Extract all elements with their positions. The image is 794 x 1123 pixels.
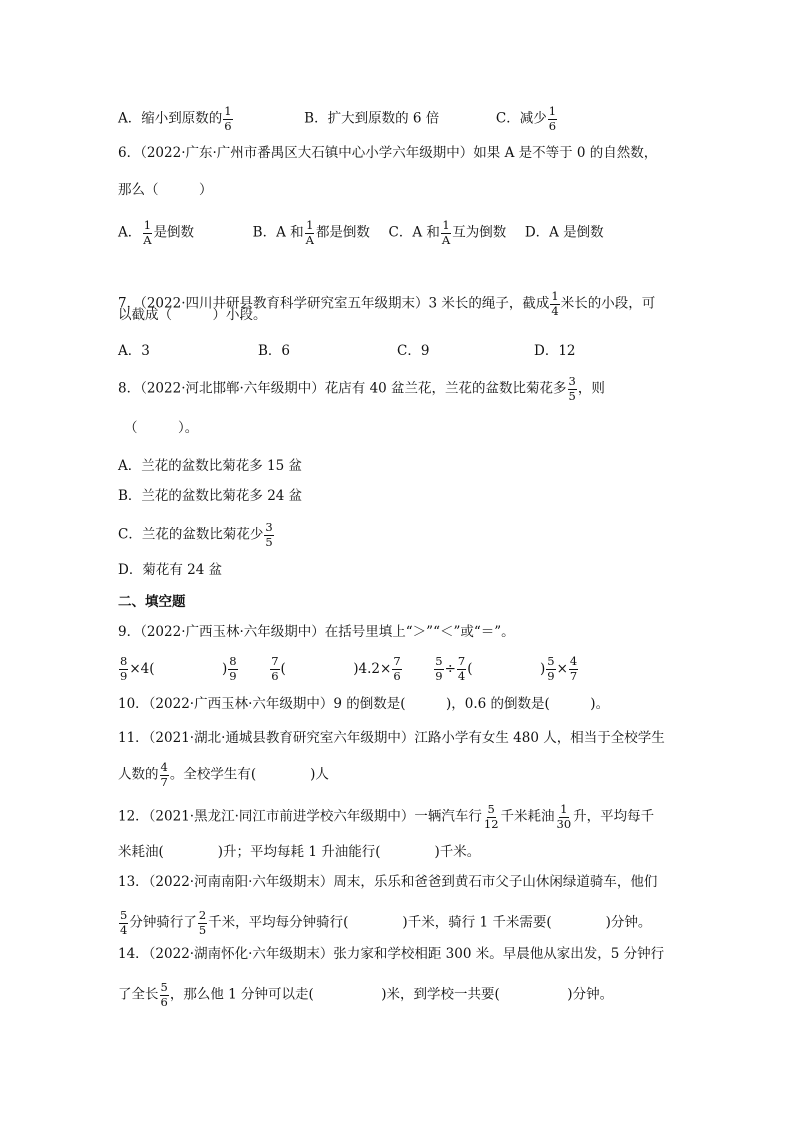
q7-option-a: A．3 — [118, 343, 150, 359]
q7-stem-cont: 以截成（ ）小段。 — [118, 307, 267, 323]
q14-stem: 14．（2022·湖南怀化·六年级期末）张力家和学校相距 300 米。早晨他从家出发，5 分钟行 — [118, 946, 665, 962]
q7-stem: 7．（2022·四川井研县教育科学研究室五年级期末）3 米长的绳子，截成 $\frac{1}{4}$ 米长的小段，可 — [118, 289, 656, 318]
q7-option-c: C．9 — [397, 343, 430, 359]
q8-stem-cont: （ ）。 — [124, 420, 199, 436]
q5-option-c: C．减少 — [495, 110, 547, 127]
q8-stem: 8．（2022·河北邯郸·六年级期中）花店有 40 盆兰花，兰花的盆数比菊花多 $\frac{3}{5}$ ，则 — [118, 374, 605, 403]
q11-stem: 11．（2021·湖北·通城县教育研究室六年级期中）江路小学有女生 480 人，相当于全校学生 — [118, 730, 665, 746]
q5-option-a: A．缩小到原数的 — [118, 110, 223, 127]
q6-option-d: D．A 是倒数 — [524, 224, 604, 241]
q6-option-a: 是倒数 — [153, 224, 195, 241]
q6-stem: 6．（2022·广东·广州市番禺区大石镇中心小学六年级期中）如果 A 是不等于 0 的自然数， — [118, 145, 658, 161]
q6-option-c: 互为倒数 — [452, 224, 507, 241]
q9-expression-1: $\frac{8}{9}$ ×4( ) $\frac{8}{9}$ — [120, 654, 237, 683]
q7-option-d: D．12 — [534, 343, 576, 359]
q13-stem: 13．（2022·河南南阳·六年级期末）周末，乐乐和爸爸到黄石市父子山休闲绿道骑车，他们 — [118, 874, 658, 890]
q8-option-c: C．兰花的盆数比菊花少 $\frac{3}{5}$ — [118, 520, 273, 549]
q5-options — [118, 106, 558, 132]
q9-expression-3: $\frac{5}{9}$ ÷ $\frac{7}{4}$ ( ) $\frac{5}{9}$ × $\frac{4}{7}$ — [435, 654, 578, 683]
fraction: $\frac{1}{6}$ — [548, 104, 557, 133]
q11-stem-cont: 人数的 $\frac{4}{7}$ 。全校学生有( )人 — [118, 760, 329, 789]
q6-options: A． $\frac{1}{A}$ 是倒数 B．A 和 $\frac{1}{A}$ 都是倒数 C．A 和 $\frac{1}{A}$ 互为倒数 D．A 是倒数 — [118, 218, 604, 247]
q6-stem-cont: 那么（ ） — [118, 182, 213, 198]
q5-option-b: B．扩大到原数的 6 倍 — [304, 110, 440, 127]
q10-stem: 10．（2022·广西玉林·六年级期中）9 的倒数是( )，0.6 的倒数是( )。 — [118, 696, 610, 712]
q14-stem-cont: 了全长 $\frac{5}{6}$ ，那么他 1 分钟可以走( )米，到学校一共要( )分钟。 — [118, 980, 614, 1009]
fraction: $\frac{1}{6}$ — [224, 104, 232, 133]
q9-stem: 9．（2022·广西玉林·六年级期中）在括号里填上“＞”“＜”或“＝”。 — [118, 624, 515, 640]
q12-stem: 12．（2021·黑龙江·同江市前进学校六年级期中）一辆汽车行 $\frac{5}{12}$ 千米耗油 $\frac{1}{30}$ 升，平均每千 — [118, 802, 655, 831]
q8-option-b: B．兰花的盆数比菊花多 24 盆 — [118, 488, 303, 504]
q7-option-b: B．6 — [258, 343, 291, 359]
q8-option-a: A．兰花的盆数比菊花多 15 盆 — [118, 458, 303, 474]
q6-option-b: 都是倒数 — [315, 224, 370, 241]
q9-expressions — [118, 656, 579, 682]
q9-expression-2: $\frac{7}{6}$ ( )4.2× $\frac{7}{6}$ — [271, 654, 401, 683]
section-title: 二、填空题 — [118, 594, 186, 610]
q12-stem-cont: 米耗油( )升；平均每耗 1 升油能行( )千米。 — [118, 844, 481, 860]
q8-option-d: D．菊花有 24 盆 — [118, 562, 223, 578]
q13-stem-cont: $\frac{5}{4}$ 分钟骑行了 $\frac{2}{5}$ 千米，平均每分钟骑行( )千米，骑行 1 千米需要( )分钟。 — [120, 908, 652, 937]
